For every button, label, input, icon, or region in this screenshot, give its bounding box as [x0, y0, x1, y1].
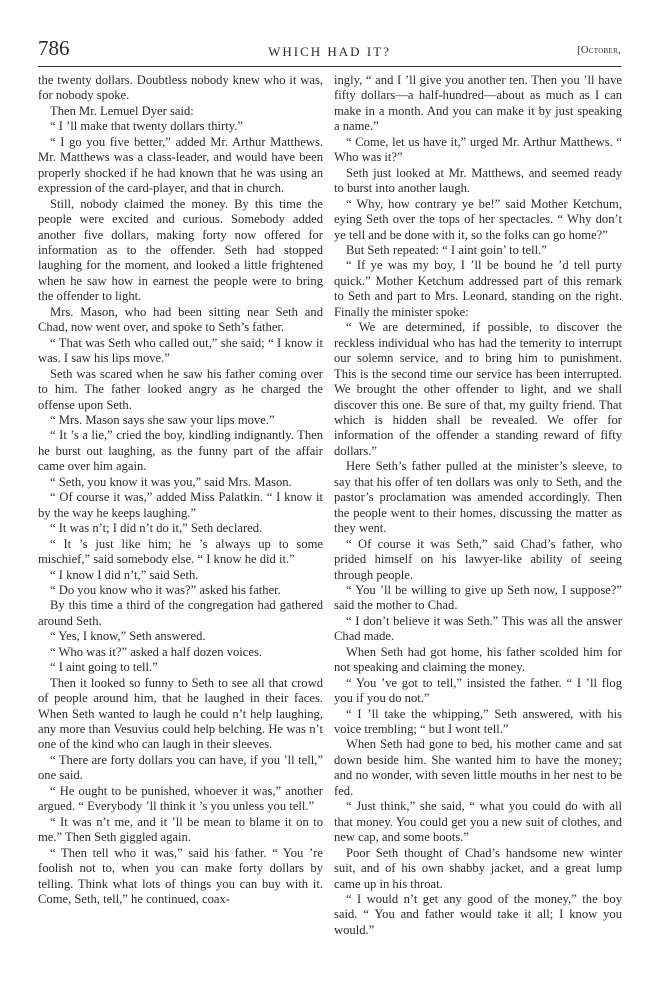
- paragraph: “ I don’t believe it was Seth.” This was all the answer Chad made.: [334, 613, 622, 644]
- header-rule: [38, 66, 621, 67]
- paragraph: “ That was Seth who called out,” she said; “ I know it was. I saw his lips move.”: [38, 335, 323, 366]
- paragraph: “ It was n’t me, and it ’ll be mean to blame it on to me.” Then Seth giggled again.: [38, 814, 323, 845]
- paragraph: “ Mrs. Mason says she saw your lips move.”: [50, 412, 275, 427]
- paragraph: By this time a third of the congregation had gathered around Seth.: [38, 598, 323, 628]
- paragraph: “ I ’ll take the whipping,” Seth answered, with his voice trembling; “ but I wont tell.”: [334, 706, 622, 737]
- paragraph: “ It ’s a lie,” cried the boy, kindling indignantly. Then he burst out laughing, as the funny part of the affair came over him again.: [38, 428, 323, 474]
- paragraph: Still, nobody claimed the money. By this time the people were excited and curious. Somebody added another five dollars, making forty now offered for information as to the offender. Seth had stopped laughing for the moment, and looked a little frightened when he saw how in earnest the people were to bring the offender to light.: [38, 196, 323, 304]
- paragraph: Then Mr. Lemuel Dyer said:: [50, 103, 194, 118]
- paragraph: Seth just looked at Mr. Matthews, and seemed ready to burst into another laugh.: [334, 165, 622, 196]
- paragraph: But Seth repeated: “ I aint goin’ to tell.”: [346, 242, 547, 257]
- paragraph: “ Why, how contrary ye be!” said Mother Ketchum, eying Seth over the tops of her spectacles. “ Why don’t ye tell and be done with it, so the folks can go home?”: [334, 196, 622, 242]
- paragraph: “ Yes, I know,” Seth answered.: [50, 629, 206, 644]
- paragraph: “ It ’s just like him; he ’s always up to some mischief,” said somebody else. “ I know he did it.”: [38, 536, 323, 567]
- paragraph: “ You ’ve got to tell,” insisted the father. “ I ’ll flog you if you do not.”: [334, 675, 622, 706]
- page-header: [38, 36, 621, 62]
- paragraph: ingly, “ and I ’ll give you another ten. Then you ’ll have fifty dollars—a half-hundred—about as much as I can make in a month. And you can make it by just speaking a name.”: [334, 73, 622, 134]
- paragraph: Seth was scared when he saw his father coming over to him. The father looked angry as he charged the offense upon Seth.: [38, 366, 323, 412]
- paragraph: “ I go you five better,” added Mr. Arthur Matthews. Mr. Matthews was a class-leader, and would have been properly shocked if he had known that he was using an expression of the card-player, and that in church.: [38, 134, 323, 196]
- running-head-month: [October,: [577, 45, 621, 56]
- running-title: WHICH HAD IT?: [268, 44, 391, 59]
- right-column: [334, 73, 622, 938]
- paragraph: “ Just think,” she said, “ what you could do with all that money. You could get you a new suit of clothes, and new cap, and some boots.”: [334, 799, 622, 845]
- paragraph: Here Seth’s father pulled at the minister’s sleeve, to say that his offer of ten dollars was only to Seth, and the pastor’s proclamation was amended accordingly. Then the people went to their homes, discussing the matter as they went.: [334, 459, 622, 536]
- paragraph: When Seth had gone to bed, his mother came and sat down beside him. She wanted him to have the money; and no wonder, with seven little mouths in her nest to be fed.: [334, 737, 622, 798]
- paragraph: “ I would n’t get any good of the money,” the boy said. “ You and father would take it all; I know you would.”: [334, 892, 622, 937]
- paragraph: “ Of course it was Seth,” said Chad’s father, who prided himself on his lawyer-like ability of seeing through people.: [334, 536, 622, 582]
- paragraph: “ Of course it was,” added Miss Palatkin. “ I know it by the way he keeps laughing.”: [38, 490, 323, 520]
- page-number: 786: [38, 36, 70, 60]
- paragraph: “ Come, let us have it,” urged Mr. Arthur Matthews. “ Who was it?”: [334, 134, 622, 165]
- paragraph: When Seth had got home, his father scolded him for not speaking and claiming the money.: [334, 644, 622, 675]
- left-column: [38, 73, 323, 907]
- paragraph: Poor Seth thought of Chad’s handsome new winter suit, and of his own shabby jacket, and a great lump came up in his throat.: [334, 845, 622, 891]
- paragraph: “ I ’ll make that twenty dollars thirty.”: [50, 119, 243, 134]
- paragraph: “ Who was it?” asked a half dozen voices.: [50, 644, 263, 659]
- paragraph: “ Seth, you know it was you,” said Mrs. Mason.: [50, 474, 292, 489]
- paragraph: “ It was n’t; I did n’t do it,” Seth declared.: [50, 521, 263, 536]
- paragraph: “ I aint going to tell.”: [50, 660, 158, 675]
- paragraph: the twenty dollars. Doubtless nobody knew who it was, for nobody spoke.: [38, 73, 323, 103]
- paragraph: “ There are forty dollars you can have, if you ’ll tell,” one said.: [38, 752, 323, 783]
- paragraph: “ He ought to be punished, whoever it was,” another argued. “ Everybody ’ll think it ’s you unless you tell.”: [38, 783, 323, 814]
- paragraph: Mrs. Mason, who had been sitting near Seth and Chad, now went over, and spoke to Seth’s father.: [38, 304, 323, 335]
- paragraph: “ We are determined, if possible, to discover the reckless individual who has had the temerity to interrupt our solemn service, and to bring him to punishment. This is the second time our service has been interrupted. We brought the other offender to light, and we shall discover this one. Be sure of that, my guilty friend. That which is hidden shall be revealed. We offer for information of the offender a standing reward of fifty dollars.”: [334, 320, 622, 458]
- paragraph: “ I know I did n’t,” said Seth.: [50, 567, 199, 582]
- paragraph: “ Then tell who it was,” said his father. “ You ’re foolish not to, when you can make forty dollars by telling. Think what lots of things you can buy with it. Come, Seth, tell,” he continued, coax-: [38, 845, 323, 907]
- paragraph: Then it looked so funny to Seth to see all that crowd of people around him, that he laughed in their faces. When Seth wanted to laugh he could n’t help laughing, any more than Vesuvius could help belching. He was n’t one of the kind who can laugh in their sleeves.: [38, 675, 323, 752]
- paragraph: “ Do you know who it was?” asked his father.: [50, 582, 281, 597]
- paragraph: “ If ye was my boy, I ’ll be bound he ’d tell purty quick.” Mother Ketchum addressed part of this remark to Seth and part to Mrs. Leonard, standing on the right. Finally the minister spoke:: [334, 258, 622, 319]
- paragraph: “ You ’ll be willing to give up Seth now, I suppose?” said the mother to Chad.: [334, 582, 622, 613]
